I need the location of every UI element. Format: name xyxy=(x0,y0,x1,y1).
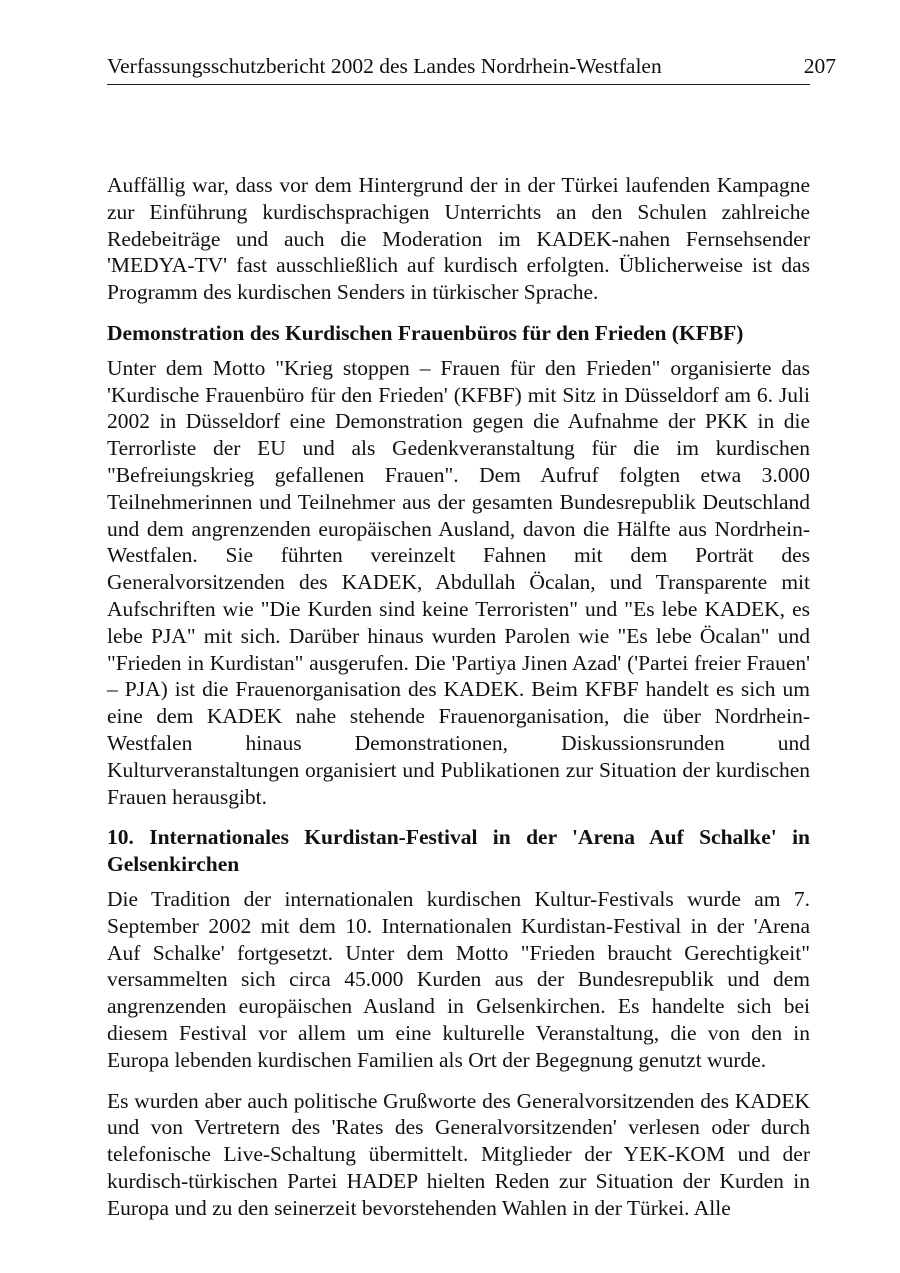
festival-paragraph-2: Es wurden aber auch politische Grußworte des Generalvorsitzenden des KADEK und von Vertretern des 'Rates des Generalvorsitzenden' verlesen oder durch telefonische Live-Schaltung übermittelt. Mitglieder der YEK-KOM und der kurdisch-türkischen Partei HADEP hielten Reden zur Situation der Kurden in Europa und zu den seinerzeit bevorstehenden Wahlen in der Türkei. Alle xyxy=(107,1088,810,1220)
page-header xyxy=(107,52,836,85)
section-heading-kfbf: Demonstration des Kurdischen Frauenbüros für den Frieden (KFBF) xyxy=(107,320,744,345)
section-heading-festival: 10. Internationales Kurdistan-Festival in der 'Arena Auf Schalke' in Gelsenkirchen xyxy=(107,825,810,877)
festival-paragraph-1: Die Tradition der internationalen kurdischen Kultur-Festivals wurde am 7. September 2002 mit dem 10. Internationalen Kurdistan-Festival in der 'Arena Auf Schalke' fortgesetzt. Unter dem Motto "Frieden braucht Gerechtigkeit" versammelten sich circa 45.000 Kurden aus der Bundesrepublik und dem angrenzenden europäischen Ausland in Gelsenkirchen. Es handelte sich bei diesem Festival vor allem um eine kulturelle Veranstaltung, die von den in Europa lebenden kurdischen Familien als Ort der Begegnung genutzt wurde. xyxy=(107,886,810,1072)
kfbf-paragraph: Unter dem Motto "Krieg stoppen – Frauen für den Frieden" organisierte das 'Kurdische Frauenbüro für den Frieden' (KFBF) mit Sitz in Düsseldorf am 6. Juli 2002 in Düsseldorf eine Demonstration gegen die Aufnahme der PKK in die Terrorliste der EU und als Gedenkveranstaltung für die im kurdischen "Befreiungskrieg gefallenen Frauen". Dem Aufruf folgten etwa 3.000 Teilnehmerinnen und Teilnehmer aus der gesamten Bundesrepublik Deutschland und dem angrenzenden europäischen Ausland, davon die Hälfte aus Nordrhein-Westfalen. Sie führten vereinzelt Fahnen mit dem Porträt des Generalvorsitzenden des KADEK, Abdullah Öcalan, und Transparente mit Aufschriften wie "Die Kurden sind keine Terroristen" und "Es lebe KADEK, es lebe PJA" mit sich. Darüber hinaus wurden Parolen wie "Es lebe Öcalan" und "Frieden in Kurdistan" ausgerufen. Die 'Partiya Jinen Azad' ('Partei freier Frauen' – PJA) ist die Frauenorganisation des KADEK. Beim KFBF handelt es sich um eine dem KADEK nahe stehende Frauenorganisation, die über Nordrhein-Westfalen hinaus Demonstrationen, Diskussionsrunden und Kulturveranstaltungen organisiert und Publikationen zur Situation der kurdischen Frauen herausgibt. xyxy=(107,355,810,809)
running-title: Verfassungsschutzbericht 2002 des Landes Nordrhein-Westfalen xyxy=(107,54,662,78)
document-body xyxy=(107,172,810,1221)
intro-paragraph: Auffällig war, dass vor dem Hintergrund der in der Türkei laufenden Kampagne zur Einführung kurdischsprachigen Unterrichts an den Schulen zahlreiche Redebeiträge und auch die Moderation im KADEK-nahen Fernsehsender 'MEDYA-TV' fast ausschließlich auf kurdisch erfolgten. Üblicherweise ist das Programm des kurdischen Senders in türkischer Sprache. xyxy=(107,173,810,305)
page-number: 207 xyxy=(803,54,836,78)
